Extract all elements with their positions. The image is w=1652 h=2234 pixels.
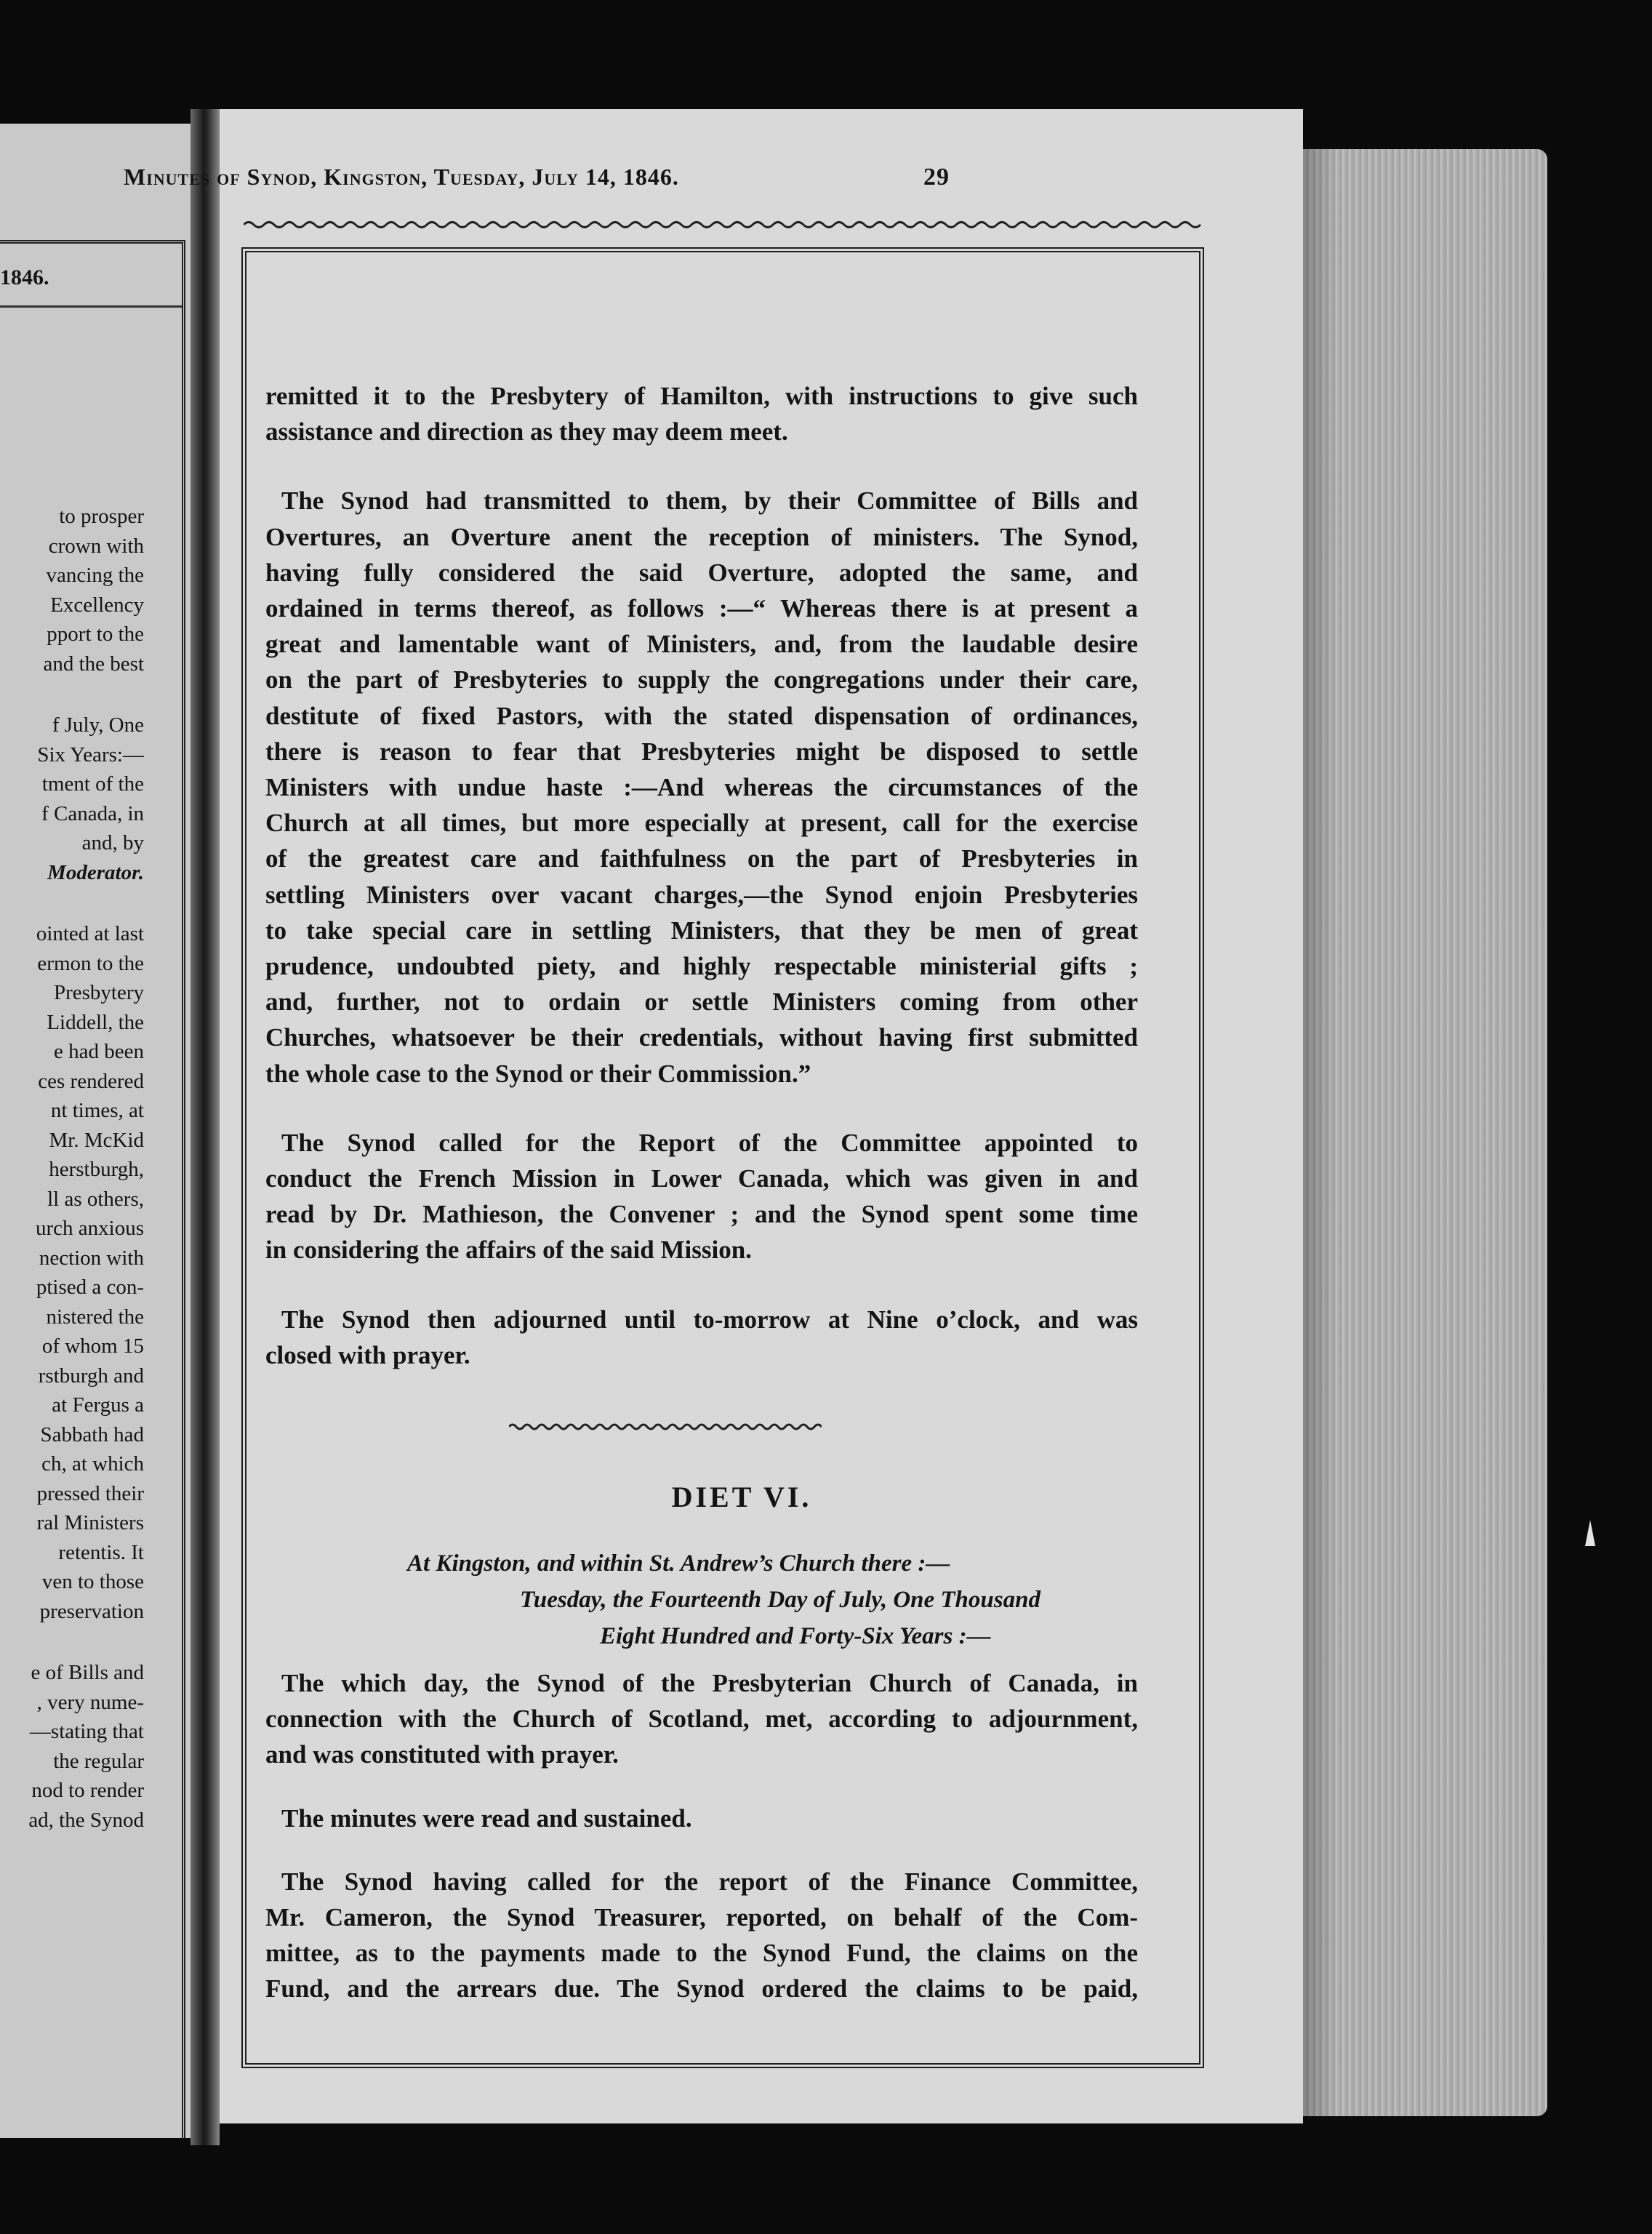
text-line: ordained in terms thereof, as follows :—“ Whereas there is at present a — [265, 594, 1138, 623]
text-line: and, further, not to ordain or settle Ministers coming from other — [265, 988, 1138, 1017]
paragraph — [265, 1125, 1138, 1268]
paragraph-gap — [0, 678, 144, 710]
left-page-header-rule — [0, 305, 182, 308]
paragraph-gap — [265, 1836, 1138, 1864]
diet-heading: DIET VI. — [671, 1481, 812, 1513]
text-line: there is reason to fear that Presbyteries might be disposed to settle — [265, 737, 1138, 766]
text-line: The Synod having called for the report of the Finance Committee, — [281, 1867, 1138, 1896]
left-text-line: Excellency — [50, 593, 144, 617]
text-line: Churches, whatsoever be their credentials, without having first submitted — [265, 1023, 1138, 1052]
left-text-line: f Canada, in — [41, 801, 144, 825]
left-text-line: Sabbath had — [40, 1422, 144, 1446]
text-line: assistance and direction as they may deem meet. — [265, 417, 788, 447]
left-text-line: preservation — [39, 1599, 144, 1623]
paragraph — [265, 483, 1138, 1091]
left-text-line: —stating that — [29, 1720, 144, 1743]
body-text-top — [265, 378, 1138, 1373]
left-page-header: 1846. — [0, 265, 49, 289]
paragraph — [265, 1801, 1138, 1836]
left-text-line: rstburgh and — [38, 1364, 144, 1388]
running-header — [124, 164, 1142, 200]
text-line: in considering the affairs of the said Mission. — [265, 1236, 752, 1265]
text-line: conduct the French Mission in Lower Canada, which was given in and — [265, 1164, 1138, 1193]
left-text-line: Presbytery — [53, 981, 144, 1004]
text-line: of the greatest care and faithfulness on the part of Presbyteries in — [265, 844, 1138, 873]
left-text-line: ces rendered — [38, 1069, 144, 1093]
text-line: Mr. Cameron, the Synod Treasurer, reported, on behalf of the Com- — [265, 1903, 1138, 1932]
text-line: and was constituted with prayer. — [265, 1740, 619, 1769]
left-text-line: pport to the — [47, 622, 144, 646]
left-text-line: nection with — [39, 1246, 144, 1270]
left-text-line: e of Bills and — [31, 1661, 144, 1684]
running-title: Minutes of Synod, Kingston, Tuesday, July 14, 1846. — [124, 164, 679, 190]
page-tab-mark — [1585, 1520, 1595, 1546]
text-line: mittee, as to the payments made to the Synod Fund, the claims on the — [265, 1939, 1138, 1968]
left-text-line: the regular — [53, 1749, 144, 1773]
text-line: Church at all times, but more especially at present, call for the exercise — [265, 809, 1138, 838]
left-text-line: and the best — [43, 652, 144, 676]
left-text-line: herstburgh, — [49, 1158, 144, 1181]
left-text-line: retentis. It — [58, 1540, 144, 1564]
diet-date-line: Eight Hundred and Forty-Six Years :— — [600, 1623, 991, 1649]
header-wavy-rule — [244, 218, 1207, 231]
left-text-line: ermon to the — [37, 951, 144, 975]
left-text-line: nt times, at — [50, 1099, 144, 1122]
left-text-line: at Fergus a — [52, 1393, 144, 1417]
left-text-line: Moderator. — [47, 860, 144, 884]
left-text-line: of whom 15 — [41, 1334, 144, 1358]
text-line: having fully considered the said Overture, adopted the same, and — [265, 558, 1138, 587]
paragraph-gap — [0, 887, 144, 919]
text-line: remitted it to the Presbytery of Hamilton, with instructions to give such — [265, 382, 1138, 410]
diet-date-line: Tuesday, the Fourteenth Day of July, One Thousand — [520, 1587, 1040, 1613]
left-page — [0, 124, 191, 2138]
left-text-line: ointed at last — [36, 922, 144, 945]
paragraph-gap — [265, 1773, 1138, 1801]
left-text-line: Mr. McKid — [49, 1128, 144, 1152]
text-line: to take special care in settling Ministers, that they be men of great — [265, 916, 1138, 945]
left-page-text — [0, 502, 144, 1835]
text-line: destitute of fixed Pastors, with the stated dispensation of ordinances, — [265, 701, 1138, 730]
left-text-line: e had been — [54, 1040, 144, 1063]
page-number: 29 — [923, 164, 950, 191]
text-line: the whole case to the Synod or their Commission.” — [265, 1059, 811, 1088]
left-text-line: , very nume- — [36, 1690, 144, 1714]
left-text-line: Liddell, the — [47, 1010, 144, 1034]
left-text-line: to prosper — [59, 505, 144, 528]
paragraph — [265, 1864, 1138, 2007]
left-text-line: pressed their — [36, 1481, 144, 1505]
body-text-bottom — [265, 1665, 1138, 2007]
book-gutter — [191, 109, 220, 2145]
paragraph — [265, 1302, 1138, 1373]
text-line: The which day, the Synod of the Presbyterian Church of Canada, in — [281, 1669, 1138, 1697]
left-text-line: urch anxious — [36, 1217, 144, 1240]
left-text-line: crown with — [48, 534, 144, 558]
left-text-line: nod to render — [31, 1779, 144, 1802]
text-line: settling Ministers over vacant charges,—the Synod enjoin Presbyteries — [265, 880, 1138, 909]
text-line: The Synod had transmitted to them, by their Committee of Bills and — [281, 487, 1138, 516]
text-line: great and lamentable want of Ministers, and, from the laudable desire — [265, 630, 1138, 659]
section-divider — [509, 1422, 822, 1432]
text-line: The Synod then adjourned until to-morrow at Nine o’clock, and was — [281, 1305, 1138, 1334]
left-text-line: tment of the — [41, 772, 144, 796]
left-text-line: Six Years:— — [37, 742, 144, 766]
paragraph-gap — [265, 1092, 1138, 1125]
text-line: connection with the Church of Scotland, met, according to adjournment, — [265, 1705, 1138, 1734]
text-line: Fund, and the arrears due. The Synod ordered the claims to be paid, — [265, 1974, 1138, 2003]
diet-place-date — [407, 1545, 1134, 1654]
left-text-line: ptised a con- — [36, 1276, 144, 1299]
paragraph — [265, 1665, 1138, 1773]
left-text-line: and, by — [81, 831, 144, 854]
left-text-line: ch, at which — [41, 1452, 144, 1476]
left-text-line: f July, One — [52, 713, 144, 737]
text-line: The Synod called for the Report of the Committee appointed to — [281, 1128, 1138, 1157]
diet-place-line: At Kingston, and within St. Andrew’s Church there :— — [407, 1550, 950, 1577]
paragraph-gap — [265, 449, 1138, 483]
text-line: on the part of Presbyteries to supply the congregations under their care, — [265, 665, 1138, 694]
text-line: The minutes were read and sustained. — [281, 1803, 692, 1833]
left-text-line: ad, the Synod — [28, 1808, 144, 1832]
left-text-line: ll as others, — [47, 1187, 144, 1211]
paragraph-gap — [265, 1268, 1138, 1302]
paragraph — [265, 378, 1138, 449]
left-text-line: ven to those — [41, 1570, 144, 1593]
left-text-line: vancing the — [46, 564, 144, 587]
text-line: read by Dr. Mathieson, the Convener ; and the Synod spent some time — [265, 1200, 1138, 1229]
left-text-line: ral Ministers — [36, 1511, 144, 1534]
text-line: Ministers with undue haste :—And whereas the circumstances of the — [265, 773, 1138, 802]
text-line: closed with prayer. — [265, 1340, 470, 1369]
paragraph-gap — [0, 1626, 144, 1658]
text-line: prudence, undoubted piety, and highly respectable ministerial gifts ; — [265, 952, 1138, 981]
left-text-line: nistered the — [46, 1305, 144, 1329]
text-line: Overtures, an Overture anent the reception of ministers. The Synod, — [265, 522, 1138, 551]
